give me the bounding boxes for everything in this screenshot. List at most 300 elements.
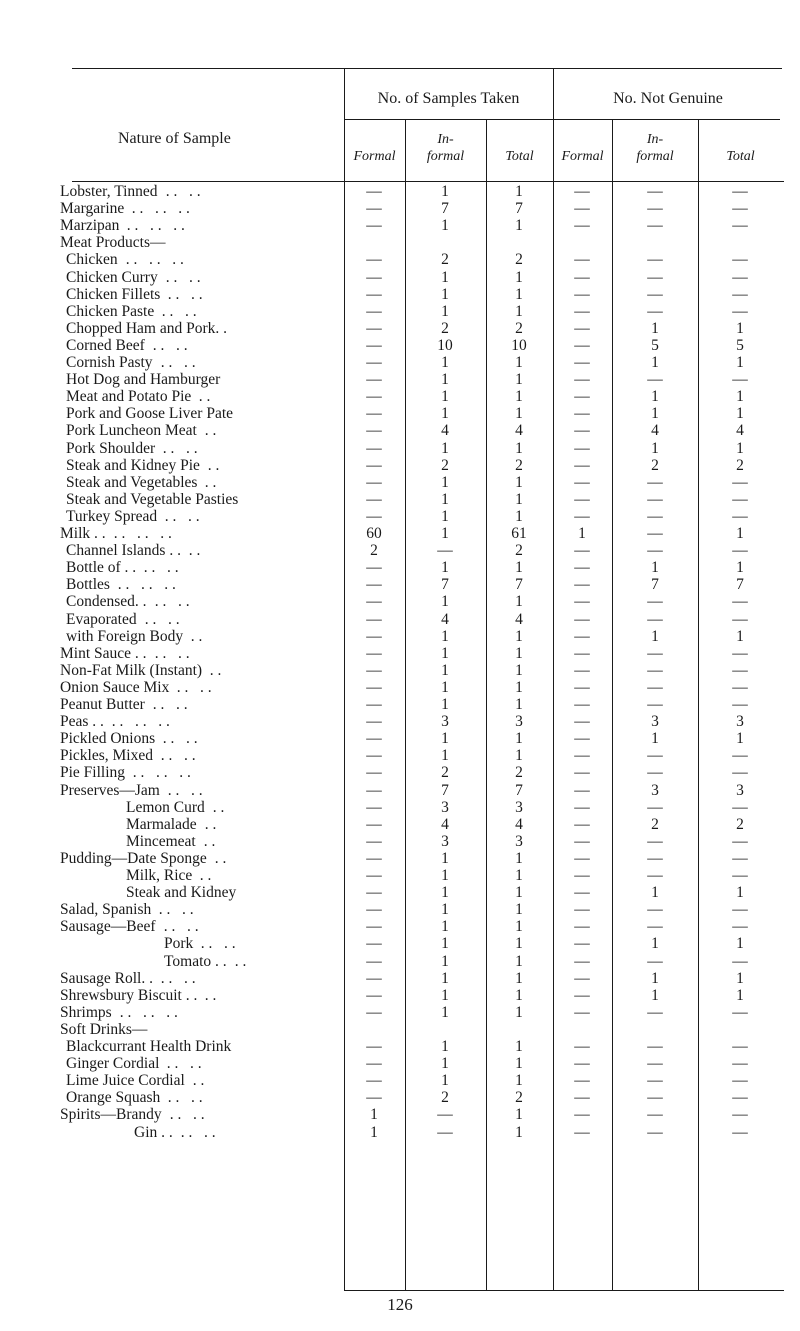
table-cell: 1 [736, 319, 744, 337]
table-cell: — [732, 610, 748, 628]
table-cell: 4 [441, 815, 449, 833]
table-cell: — [574, 918, 590, 936]
table-cell: 2 [515, 251, 523, 269]
table-cell: 2 [441, 456, 449, 474]
table-cell: — [574, 422, 590, 440]
sample-name: Hot Dog and Hamburger [66, 371, 221, 389]
table-cell: — [366, 490, 382, 508]
table-cell: 1 [736, 730, 744, 748]
table-row [0, 953, 800, 970]
table-cell: 1 [441, 678, 449, 696]
header-bottom-rule [72, 181, 784, 182]
leader-dots: . . . . [153, 747, 196, 765]
sample-name: Pudding—Date Sponge [60, 849, 207, 867]
header-informal-not-genuine-line1: In- [646, 132, 664, 147]
table-row [0, 337, 800, 354]
table-cell: 1 [441, 627, 449, 645]
leader-dots: . . . . [153, 969, 196, 987]
table-cell: 1 [515, 490, 523, 508]
table-bottom-rule [344, 1290, 784, 1291]
table-cell: — [732, 764, 748, 782]
table-cell: — [732, 542, 748, 560]
sample-name: Pickles, Mixed [60, 747, 153, 765]
table-cell: 2 [515, 456, 523, 474]
table-row [0, 662, 800, 679]
table-cell: — [647, 1038, 663, 1055]
table-cell: 1 [736, 388, 744, 406]
header-total-taken: Total [505, 149, 534, 164]
table-cell: — [574, 217, 590, 235]
table-cell: — [366, 849, 382, 867]
table-cell: — [366, 354, 382, 371]
table-cell: — [574, 183, 590, 200]
table-cell: 1 [441, 285, 449, 303]
table-cell: 1 [441, 388, 449, 406]
table-cell: — [366, 1003, 382, 1021]
table-cell: — [732, 302, 748, 320]
table-cell: 1 [441, 935, 449, 953]
table-cell: 1 [441, 473, 449, 491]
table-cell: — [732, 867, 748, 884]
leader-dots: . . . . . . [118, 251, 184, 269]
table-row [0, 918, 800, 935]
table-cell: 1 [578, 525, 586, 542]
table-cell: — [366, 336, 382, 354]
table-cell: — [732, 285, 748, 303]
table-cell: — [574, 559, 590, 577]
table-cell: — [437, 542, 453, 560]
table-cell: 3 [441, 798, 449, 816]
table-cell: — [647, 1055, 663, 1073]
table-cell: 3 [515, 713, 523, 731]
table-cell: 1 [441, 490, 449, 508]
table-cell: 2 [370, 542, 378, 560]
table-row [0, 799, 800, 816]
table-cell: — [574, 456, 590, 474]
leader-dots: . . . . . . [110, 576, 176, 594]
header-informal-not-genuine [612, 131, 698, 165]
table-cell: 1 [441, 593, 449, 611]
table-cell: — [366, 867, 382, 884]
table-cell: 1 [441, 183, 449, 200]
table-cell: — [366, 319, 382, 337]
sample-name: Bottles [66, 576, 110, 594]
leader-dots: . . . . [193, 935, 236, 953]
leader-dots: . . [200, 456, 220, 474]
page-number: 126 [387, 1295, 413, 1314]
table-cell: — [647, 200, 663, 218]
table-cell: 1 [651, 935, 659, 953]
table-row [0, 405, 800, 422]
table-cell: 1 [441, 884, 449, 902]
table-row [0, 713, 800, 730]
leader-dots: . . [181, 542, 201, 560]
table-cell: 2 [651, 815, 659, 833]
table-row [0, 388, 800, 405]
table-cell: 1 [736, 525, 744, 542]
table-row [0, 440, 800, 457]
table-cell: 1 [441, 559, 449, 577]
table-cell: — [647, 867, 663, 884]
table-cell: — [574, 388, 590, 406]
table-cell: — [647, 918, 663, 936]
header-nature-of-sample: Nature of Sample [118, 130, 231, 147]
table-cell: 1 [441, 525, 449, 542]
header-formal-taken: Formal [353, 149, 396, 164]
leader-dots: . . . . [136, 559, 179, 577]
table-row [0, 474, 800, 491]
table-cell: — [437, 1123, 453, 1141]
table-cell: — [574, 935, 590, 953]
table-row [0, 679, 800, 696]
table-cell: — [574, 798, 590, 816]
sample-name: Salad, Spanish [60, 901, 152, 919]
table-row [0, 354, 800, 371]
table-cell: — [574, 542, 590, 560]
table-cell: 1 [651, 730, 659, 748]
table-cell: 2 [736, 815, 744, 833]
table-cell: 4 [515, 422, 523, 440]
table-cell: — [732, 678, 748, 696]
sample-name: Chopped Ham and Pork. . [66, 319, 228, 337]
table-cell: — [366, 268, 382, 286]
leader-dots: . . [227, 952, 247, 970]
table-cell: — [647, 1123, 663, 1141]
table-cell: 4 [441, 610, 449, 628]
table-row [0, 303, 800, 320]
table-cell: 1 [515, 473, 523, 491]
table-cell: 1 [515, 867, 523, 884]
sample-name: Blackcurrant Health Drink [66, 1038, 232, 1055]
table-cell: — [647, 1072, 663, 1090]
table-cell: 1 [441, 217, 449, 235]
table-cell: — [647, 371, 663, 389]
table-cell: — [366, 884, 382, 902]
table-cell: — [647, 593, 663, 611]
table-row [0, 970, 800, 987]
sample-name: Evaporated [66, 610, 137, 628]
table-cell: — [366, 918, 382, 936]
table-cell: 1 [651, 388, 659, 406]
table-cell: 1 [441, 439, 449, 457]
table-cell: — [732, 901, 748, 919]
table-cell: 1 [441, 268, 449, 286]
table-cell: — [574, 969, 590, 987]
table-cell: 1 [515, 439, 523, 457]
table-cell: — [366, 815, 382, 833]
table-cell: 1 [441, 644, 449, 662]
table-cell: 1 [515, 678, 523, 696]
leader-dots: . . [197, 422, 217, 440]
leader-dots: . . . . . . [124, 200, 190, 218]
table-cell: — [732, 1055, 748, 1073]
leader-dots: . . . . [153, 354, 196, 371]
table-cell: — [366, 251, 382, 269]
table-cell: — [366, 200, 382, 218]
table-cell: 1 [515, 986, 523, 1004]
table-cell: — [732, 200, 748, 218]
sample-name: Peas . . [60, 713, 104, 731]
table-row [0, 628, 800, 645]
table-cell: — [732, 217, 748, 235]
table-cell: 7 [515, 576, 523, 594]
table-cell: — [574, 354, 590, 371]
table-cell: 1 [515, 1038, 523, 1055]
table-row [0, 884, 800, 901]
table-cell: — [647, 542, 663, 560]
table-cell: — [366, 559, 382, 577]
leader-dots: . . . . [137, 610, 180, 628]
sample-name: Margarine [60, 200, 125, 218]
table-cell: 1 [736, 354, 744, 371]
table-cell: — [366, 952, 382, 970]
header-samples-taken: No. of Samples Taken [377, 90, 520, 107]
table-cell: — [366, 285, 382, 303]
table-cell: 3 [651, 781, 659, 799]
sample-name: Chicken Fillets [66, 285, 161, 303]
table-row [0, 200, 800, 217]
table-cell: 3 [441, 713, 449, 731]
sample-name: Pork Shoulder [66, 439, 156, 457]
table-cell: 1 [515, 901, 523, 919]
table-cell: 2 [441, 319, 449, 337]
leader-dots: . . . . [158, 268, 201, 286]
table-cell: — [574, 713, 590, 731]
table-cell: — [647, 1089, 663, 1107]
table-cell: — [732, 918, 748, 936]
table-cell: 1 [515, 730, 523, 748]
sample-name: Shrimps [60, 1003, 112, 1021]
leader-dots: . . . . [160, 285, 203, 303]
sample-name: Chicken Paste [66, 302, 155, 320]
table-cell: — [366, 1089, 382, 1107]
table-row [0, 1089, 800, 1106]
table-cell: — [574, 678, 590, 696]
header-total-not-genuine: Total [726, 149, 755, 164]
table-cell: 1 [441, 354, 449, 371]
table-cell: 1 [515, 405, 523, 423]
table-row [0, 696, 800, 713]
sample-name: Tomato . . [164, 952, 227, 970]
leader-dots: . . [207, 849, 227, 867]
table-cell: 60 [366, 525, 382, 542]
header-informal-taken-line2: formal [426, 149, 465, 164]
sample-name: Shrewsbury Biscuit . . [60, 986, 198, 1004]
leader-dots: . . [197, 473, 217, 491]
table-cell: — [647, 268, 663, 286]
leader-dots: . . [192, 867, 212, 884]
table-cell: — [647, 490, 663, 508]
sample-name: Channel Islands . . [66, 542, 181, 560]
table-cell: — [366, 302, 382, 320]
sample-name: Non-Fat Milk (Instant) [60, 661, 203, 679]
table-row [0, 645, 800, 662]
leader-dots: . . . . [169, 678, 212, 696]
table-cell: 1 [651, 319, 659, 337]
sample-name: Gin . . [134, 1123, 173, 1141]
table-cell: — [366, 593, 382, 611]
leader-dots: . . . . . . [104, 713, 170, 731]
table-cell: 1 [515, 1003, 523, 1021]
leader-dots: . . . . . . [125, 764, 191, 782]
table-row [0, 559, 800, 576]
table-cell: 1 [651, 405, 659, 423]
table-cell: — [574, 815, 590, 833]
table-cell: 7 [515, 781, 523, 799]
table-cell: 1 [441, 661, 449, 679]
table-cell: — [366, 422, 382, 440]
table-cell: — [366, 730, 382, 748]
leader-dots: . . . . [158, 183, 201, 200]
table-cell: — [366, 1055, 382, 1073]
sample-name: Lemon Curd [126, 798, 205, 816]
table-cell: 1 [515, 969, 523, 987]
table-cell: — [574, 884, 590, 902]
table-row [0, 764, 800, 781]
table-cell: 7 [515, 200, 523, 218]
sample-name: Milk, Rice [126, 867, 193, 884]
table-cell: 1 [736, 405, 744, 423]
table-cell: 1 [515, 302, 523, 320]
table-row [0, 525, 800, 542]
table-cell: 1 [515, 952, 523, 970]
table-row [0, 269, 800, 286]
header-informal-taken-line1: In- [437, 132, 454, 147]
table-row [0, 371, 800, 388]
table-cell: 1 [441, 867, 449, 884]
table-cell: 10 [437, 336, 453, 354]
leader-dots: . . . . [145, 696, 188, 713]
table-cell: — [574, 319, 590, 337]
table-cell: 1 [441, 952, 449, 970]
table-row [0, 850, 800, 867]
table-cell: — [574, 901, 590, 919]
sample-name: Condensed. . [66, 593, 147, 611]
leader-dots: . . . . [159, 1055, 202, 1073]
table-cell: 4 [515, 815, 523, 833]
table-cell: 1 [515, 1123, 523, 1141]
table-cell: 3 [736, 781, 744, 799]
table-cell: 2 [441, 251, 449, 269]
table-row [0, 251, 800, 268]
table-cell: — [574, 696, 590, 713]
table-cell: — [647, 832, 663, 850]
table-row [0, 611, 800, 628]
table-cell: — [366, 764, 382, 782]
table-cell: — [574, 849, 590, 867]
sample-name: Lobster, Tinned [60, 183, 158, 200]
table-cell: 2 [736, 456, 744, 474]
table-cell: 1 [736, 935, 744, 953]
table-row [0, 320, 800, 337]
leader-dots: . . . . [156, 918, 199, 936]
table-cell: — [647, 952, 663, 970]
table-cell: — [732, 507, 748, 525]
table-cell: — [732, 1003, 748, 1021]
table-cell: — [574, 764, 590, 782]
table-row [0, 576, 800, 593]
table-cell: 1 [736, 986, 744, 1004]
table-cell: 2 [515, 319, 523, 337]
sample-name: Meat Products— [60, 234, 166, 252]
table-cell: — [732, 1089, 748, 1107]
table-cell: — [366, 678, 382, 696]
table-cell: — [647, 849, 663, 867]
table-row [0, 1106, 800, 1123]
leader-dots: . . [185, 1072, 205, 1090]
table-cell: 5 [736, 336, 744, 354]
table-cell: — [366, 832, 382, 850]
table-cell: — [574, 986, 590, 1004]
table-row [0, 542, 800, 559]
table-cell: — [574, 1123, 590, 1141]
table-cell: — [574, 1106, 590, 1124]
table-cell: — [732, 473, 748, 491]
table-row [0, 1038, 800, 1055]
sample-name: Turkey Spread [66, 507, 158, 525]
table-cell: 1 [441, 507, 449, 525]
table-cell: — [574, 507, 590, 525]
table-row [0, 987, 800, 1004]
header-sub-rule [344, 119, 780, 120]
table-cell: — [647, 901, 663, 919]
sample-name: Pie Filling [60, 764, 126, 782]
table-cell: 1 [651, 559, 659, 577]
table-cell: 61 [511, 525, 527, 542]
leader-dots: . . . . [160, 781, 203, 799]
sample-name: Corned Beef [66, 336, 145, 354]
table-cell: 1 [515, 593, 523, 611]
table-cell: — [732, 490, 748, 508]
table-cell: — [574, 1038, 590, 1055]
table-cell: — [574, 336, 590, 354]
table-cell: 2 [651, 456, 659, 474]
table-cell: 7 [441, 781, 449, 799]
table-row [0, 901, 800, 918]
table-cell: 4 [736, 422, 744, 440]
table-cell: 2 [515, 1089, 523, 1107]
table-cell: — [366, 405, 382, 423]
table-cell: — [732, 952, 748, 970]
table-cell: 1 [515, 183, 523, 200]
table-cell: — [366, 781, 382, 799]
table-cell: — [366, 935, 382, 953]
sample-name: Marmalade [126, 815, 197, 833]
table-cell: 1 [370, 1106, 378, 1124]
table-cell: — [574, 952, 590, 970]
table-cell: — [366, 627, 382, 645]
sample-name: Pork Luncheon Meat [66, 422, 197, 440]
leader-dots: . . . . . . [119, 217, 185, 235]
table-cell: 1 [736, 627, 744, 645]
table-cell: — [732, 1072, 748, 1090]
table-cell: — [732, 1038, 748, 1055]
table-cell: 3 [515, 798, 523, 816]
table-cell: — [574, 610, 590, 628]
table-cell: 1 [515, 354, 523, 371]
table-row [0, 782, 800, 799]
table-cell: 1 [736, 884, 744, 902]
table-cell: — [647, 507, 663, 525]
table-cell: — [437, 1106, 453, 1124]
table-cell: — [366, 986, 382, 1004]
leader-dots: . . . . [162, 1106, 205, 1124]
table-cell: 2 [441, 764, 449, 782]
table-cell: — [732, 593, 748, 611]
table-row [0, 183, 800, 200]
sample-name: Sausage—Beef [60, 918, 156, 936]
table-cell: — [574, 251, 590, 269]
